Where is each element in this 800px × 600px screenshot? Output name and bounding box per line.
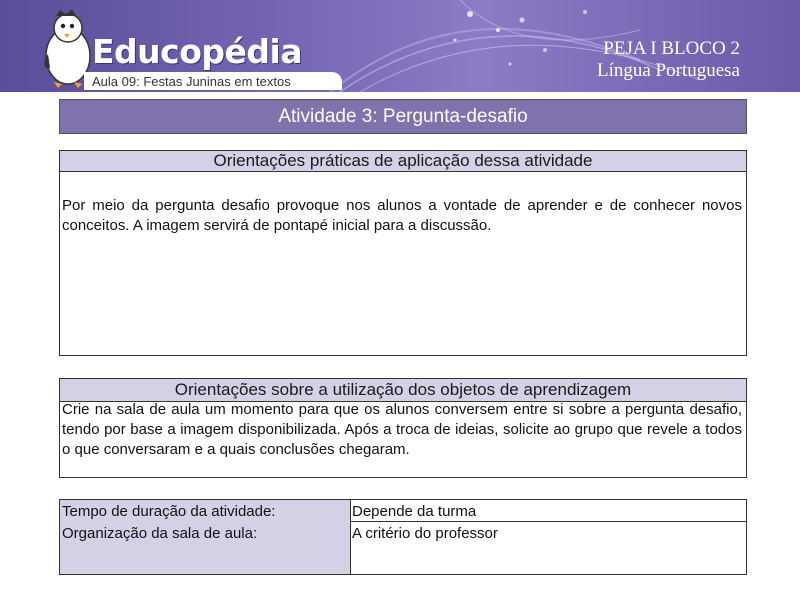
organization-value: A critério do professor <box>352 525 498 542</box>
practical-guidelines-heading: Orientações práticas de aplicação dessa atividade <box>60 151 746 172</box>
course-info <box>597 38 740 82</box>
duration-label: Tempo de duração da atividade: <box>62 503 276 520</box>
duration-value: Depende da turma <box>352 503 477 520</box>
course-level: PEJA I BLOCO 2 <box>603 38 740 59</box>
activity-details-table <box>59 499 747 575</box>
practical-guidelines-box <box>59 150 747 356</box>
learning-objects-text: Crie na sala de aula um momento para que os alunos conversem entre si sobre a pergunta desafio, tendo por base a imagem disponibilizada. Após a troca de ideias, solicite ao grupo que revele a todos o que conversaram e a quais conclusões chegaram. <box>62 401 742 458</box>
activity-title: Atividade 3: Pergunta-desafio <box>59 99 747 134</box>
learning-objects-box <box>59 378 747 478</box>
lesson-title: Aula 09: Festas Juninas em textos <box>92 74 291 89</box>
learning-objects-heading: Orientações sobre a utilização dos objetos de aprendizagem <box>60 379 746 402</box>
practical-guidelines-text: Por meio da pergunta desafio provoque nos alunos a vontade de aprender e de conhecer novos conceitos. A imagem servirá de pontapé inicial para a discussão. <box>62 197 742 234</box>
organization-label: Organização da sala de aula: <box>62 525 258 542</box>
details-row-divider <box>350 521 746 522</box>
course-subject: Língua Portuguesa <box>596 60 740 81</box>
logo-text: Educopédia <box>92 32 303 71</box>
header-banner <box>0 0 800 92</box>
